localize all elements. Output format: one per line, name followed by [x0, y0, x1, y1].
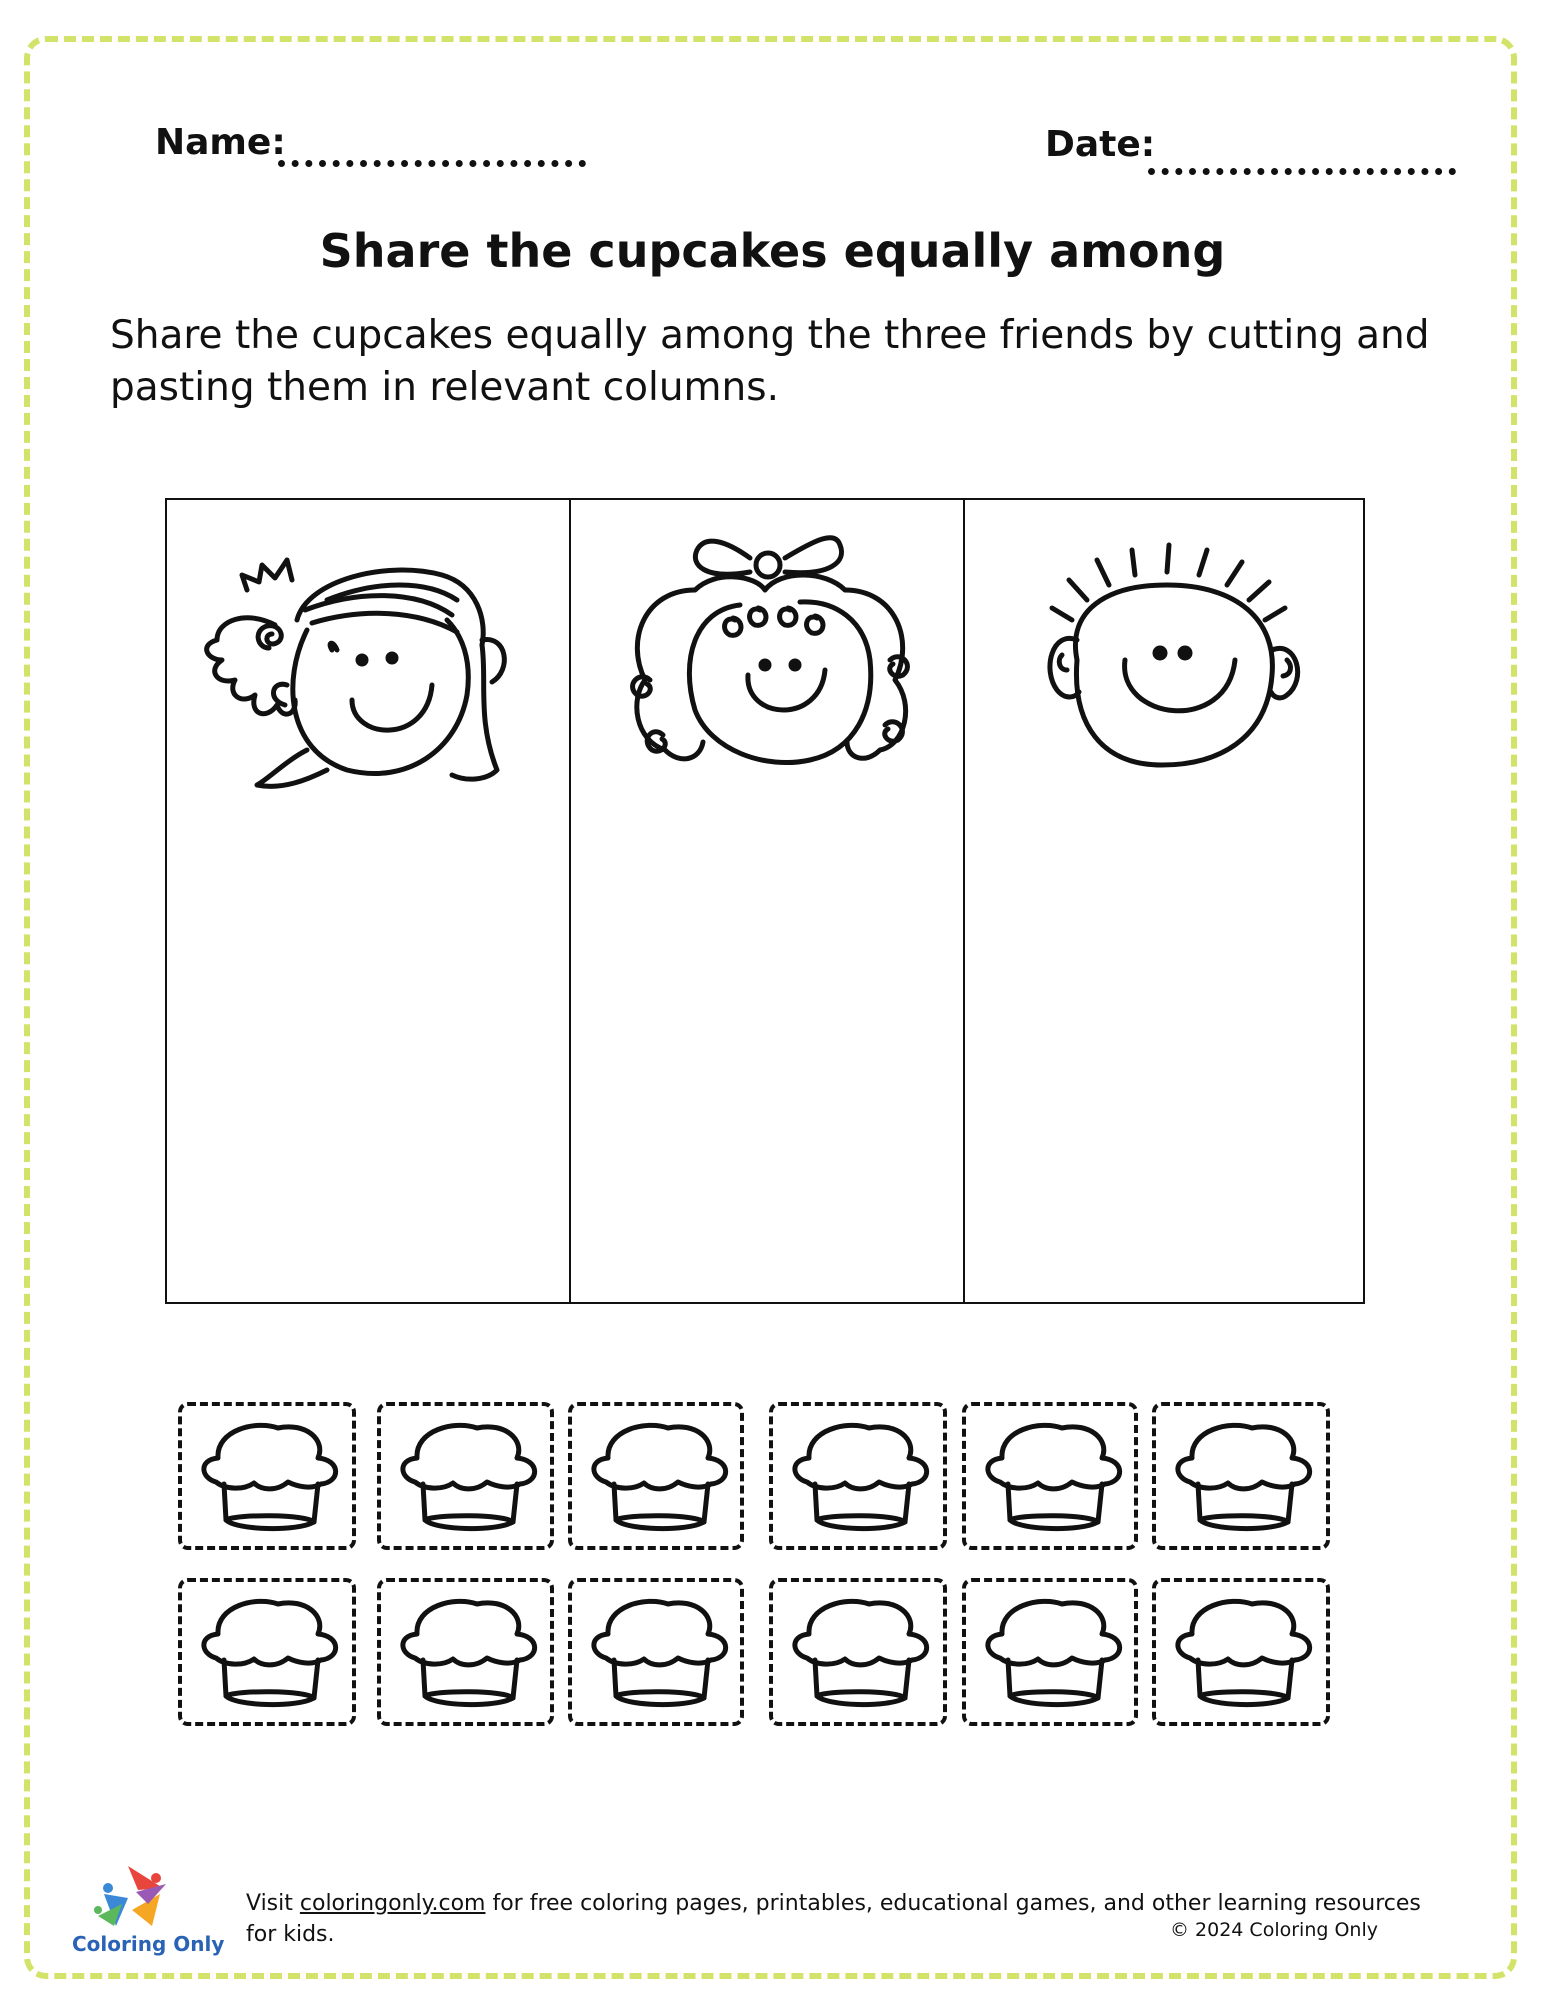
- date-field[interactable]: [1148, 168, 1456, 175]
- cupcake-icon: [586, 1420, 736, 1538]
- logo-text: Coloring Only: [72, 1932, 225, 1956]
- girl-with-curls-and-bow-face: [585, 510, 955, 800]
- cupcake-icon: [395, 1420, 545, 1538]
- cupcake-card[interactable]: [1152, 1578, 1330, 1726]
- cupcake-card[interactable]: [568, 1402, 744, 1550]
- cupcake-icon: [980, 1596, 1130, 1714]
- cupcake-icon: [196, 1596, 346, 1714]
- girl-with-bangs-face: [187, 520, 547, 800]
- name-field[interactable]: [278, 160, 586, 167]
- cupcake-card[interactable]: [377, 1402, 554, 1550]
- column-divider: [963, 500, 965, 1302]
- cupcake-icon: [586, 1596, 736, 1714]
- cupcake-icon: [787, 1420, 937, 1538]
- cupcake-card[interactable]: [377, 1578, 554, 1726]
- coloring-only-logo: [68, 1864, 198, 1934]
- footer-visit: Visit: [246, 1891, 293, 1916]
- cupcake-card[interactable]: [769, 1578, 947, 1726]
- cupcake-card[interactable]: [962, 1402, 1138, 1550]
- column-divider: [569, 500, 571, 1302]
- cupcake-card[interactable]: [769, 1402, 947, 1550]
- name-label: Name:: [155, 122, 286, 163]
- cupcake-icon: [395, 1596, 545, 1714]
- website-link[interactable]: coloringonly.com: [299, 1891, 486, 1916]
- date-label: Date:: [1045, 124, 1156, 165]
- cupcake-icon: [1170, 1420, 1320, 1538]
- worksheet-title: Share the cupcakes equally among: [319, 224, 1226, 278]
- boy-face: [997, 520, 1337, 800]
- cupcake-card[interactable]: [178, 1402, 356, 1550]
- cupcake-card[interactable]: [568, 1578, 744, 1726]
- instructions-text: Share the cupcakes equally among the three friends by cutting and pasting them in relevant columns.: [110, 313, 1430, 410]
- cupcake-icon: [980, 1420, 1130, 1538]
- sharing-table: [165, 498, 1365, 1304]
- copyright-text: © 2024 Coloring Only: [1170, 1919, 1378, 1941]
- cupcake-icon: [196, 1420, 346, 1538]
- cupcake-card[interactable]: [1152, 1402, 1330, 1550]
- cupcake-icon: [787, 1596, 937, 1714]
- cupcake-card[interactable]: [962, 1578, 1138, 1726]
- cupcake-icon: [1170, 1596, 1320, 1714]
- footer-description: for free coloring pages, printables, educational games, and other learning resources for kids.: [246, 1891, 1421, 1947]
- cupcake-card[interactable]: [178, 1578, 356, 1726]
